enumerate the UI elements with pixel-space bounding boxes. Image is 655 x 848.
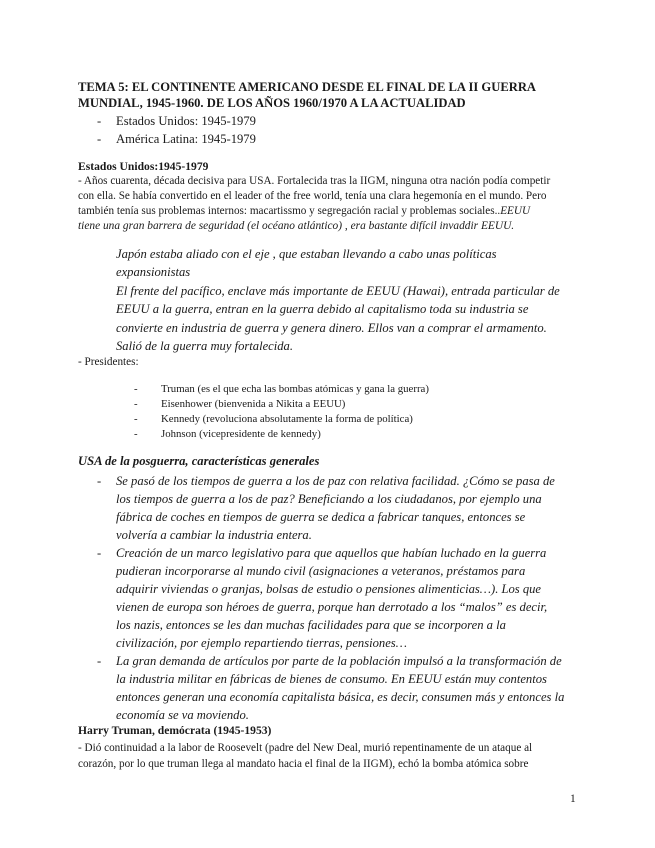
bullet-line: los nazis, entonces se les dan muchas facilidades para que se incorporen a la [116, 618, 506, 632]
document-title-line-2: MUNDIAL, 1945-1960. DE LOS AÑOS 1960/1970 A LA ACTUALIDAD [78, 96, 466, 110]
bullet-line: pudieran incorporarse al mundo civil (asignaciones a veteranos, préstamos para [116, 564, 526, 578]
topic-item: Estados Unidos: 1945-1979 [116, 114, 256, 128]
president-item: Johnson (vicepresidente de kennedy) [161, 428, 321, 440]
bullet-line: adquirir viviendas o granjas, bolsas de estudio o pensiones alimenticias…). Los que [116, 582, 542, 596]
list-bullet: - [97, 546, 102, 560]
section-heading-estados-unidos: Estados Unidos:1945-1979 [78, 160, 209, 173]
bullet-line: fábrica de coches en tiempos de guerra se dedica a fabricar tanques, entonces se [116, 510, 526, 524]
bullet-line: economía se va moviendo. [116, 708, 249, 722]
bullet-line: La gran demanda de artículos por parte de la población impulsó a la transformación de [116, 654, 562, 668]
bullet-line: la industria militar en fábricas de bienes de consumo. En EEUU están muy contentos [116, 672, 547, 686]
page-number: 1 [570, 793, 576, 805]
president-item: Truman (es el que echa las bombas atómicas y gana la guerra) [161, 383, 429, 395]
bullet-line: Creación de un marco legislativo para que aquellos que habían luchado en la guerra [116, 546, 547, 560]
list-bullet: - [134, 428, 138, 440]
bullet-line: entonces generan una economía capitalista básica, es decir, consumen más y entonces la [116, 690, 565, 704]
quote-line: Japón estaba aliado con el eje , que estaban llevando a cabo unas políticas [116, 247, 497, 261]
president-item: Kennedy (revoluciona absolutamente la forma de política) [161, 413, 413, 425]
quote-line: El frente del pacífico, enclave más importante de EEUU (Hawai), entrada particular de [116, 284, 560, 298]
quote-line: Salió de la guerra muy fortalecida. [116, 339, 293, 353]
paragraph-line: corazón, por lo que truman llega al mandato hacia el final de la IIGM), echó la bomba atómica sobre [78, 758, 529, 770]
list-bullet: - [97, 114, 102, 128]
paragraph-line: también tenía sus problemas internos: macartissmo y segregación racial y problemas sociales..EEUU [78, 205, 531, 217]
bullet-line: los tiempos de guerra a los de paz? Beneficiando a los ciudadanos, por ejemplo una [116, 492, 542, 506]
bullet-line: volvería a cambiar la industria entera. [116, 528, 312, 542]
paragraph-line: - Dió continuidad a la labor de Roosevelt (padre del New Deal, murió repentinamente de un ataque al [78, 742, 533, 754]
paragraph-line: - Años cuarenta, década decisiva para USA. Fortalecida tras la IIGM, ninguna otra nación podía competir [78, 175, 551, 187]
quote-line: expansionistas [116, 265, 191, 279]
list-bullet: - [134, 413, 138, 425]
paragraph-line: con ella. Se había convertido en el leader of the free world, tenía una clara hegemonía en el mundo. Pero [78, 190, 547, 202]
document-title-line-1: TEMA 5: EL CONTINENTE AMERICANO DESDE EL FINAL DE LA II GUERRA [78, 80, 537, 94]
section-heading-posguerra: USA de la posguerra, características generales [78, 454, 320, 468]
bullet-line: vienen de europa son héroes de guerra, porque han derrotado a los “malos” es decir, [116, 600, 548, 614]
inline-italic: EEUU [500, 205, 531, 217]
list-bullet: - [97, 474, 102, 488]
bullet-line: civilización, por ejemplo repartiendo tierras, pensiones… [116, 636, 407, 650]
topic-item: América Latina: 1945-1979 [116, 132, 256, 146]
quote-line: EEUU a la guerra, entran en la guerra debido al capitalismo toda su industria se [116, 302, 529, 316]
list-bullet: - [97, 654, 102, 668]
presidents-label: - Presidentes: [78, 356, 139, 368]
paragraph-line: tiene una gran barrera de seguridad (el océano atlántico) , era bastante difícil invaddir EEUU. [78, 220, 515, 232]
list-bullet: - [134, 383, 138, 395]
list-bullet: - [134, 398, 138, 410]
section-heading-truman: Harry Truman, demócrata (1945-1953) [78, 724, 272, 737]
president-item: Eisenhower (bienvenida a Nikita a EEUU) [161, 398, 346, 410]
quote-line: convierte en industria de guerra y genera dinero. Ellos van a comprar el armamento. [116, 321, 547, 335]
list-bullet: - [97, 132, 102, 146]
bullet-line: Se pasó de los tiempos de guerra a los de paz con relativa facilidad. ¿Cómo se pasa de [116, 474, 555, 488]
